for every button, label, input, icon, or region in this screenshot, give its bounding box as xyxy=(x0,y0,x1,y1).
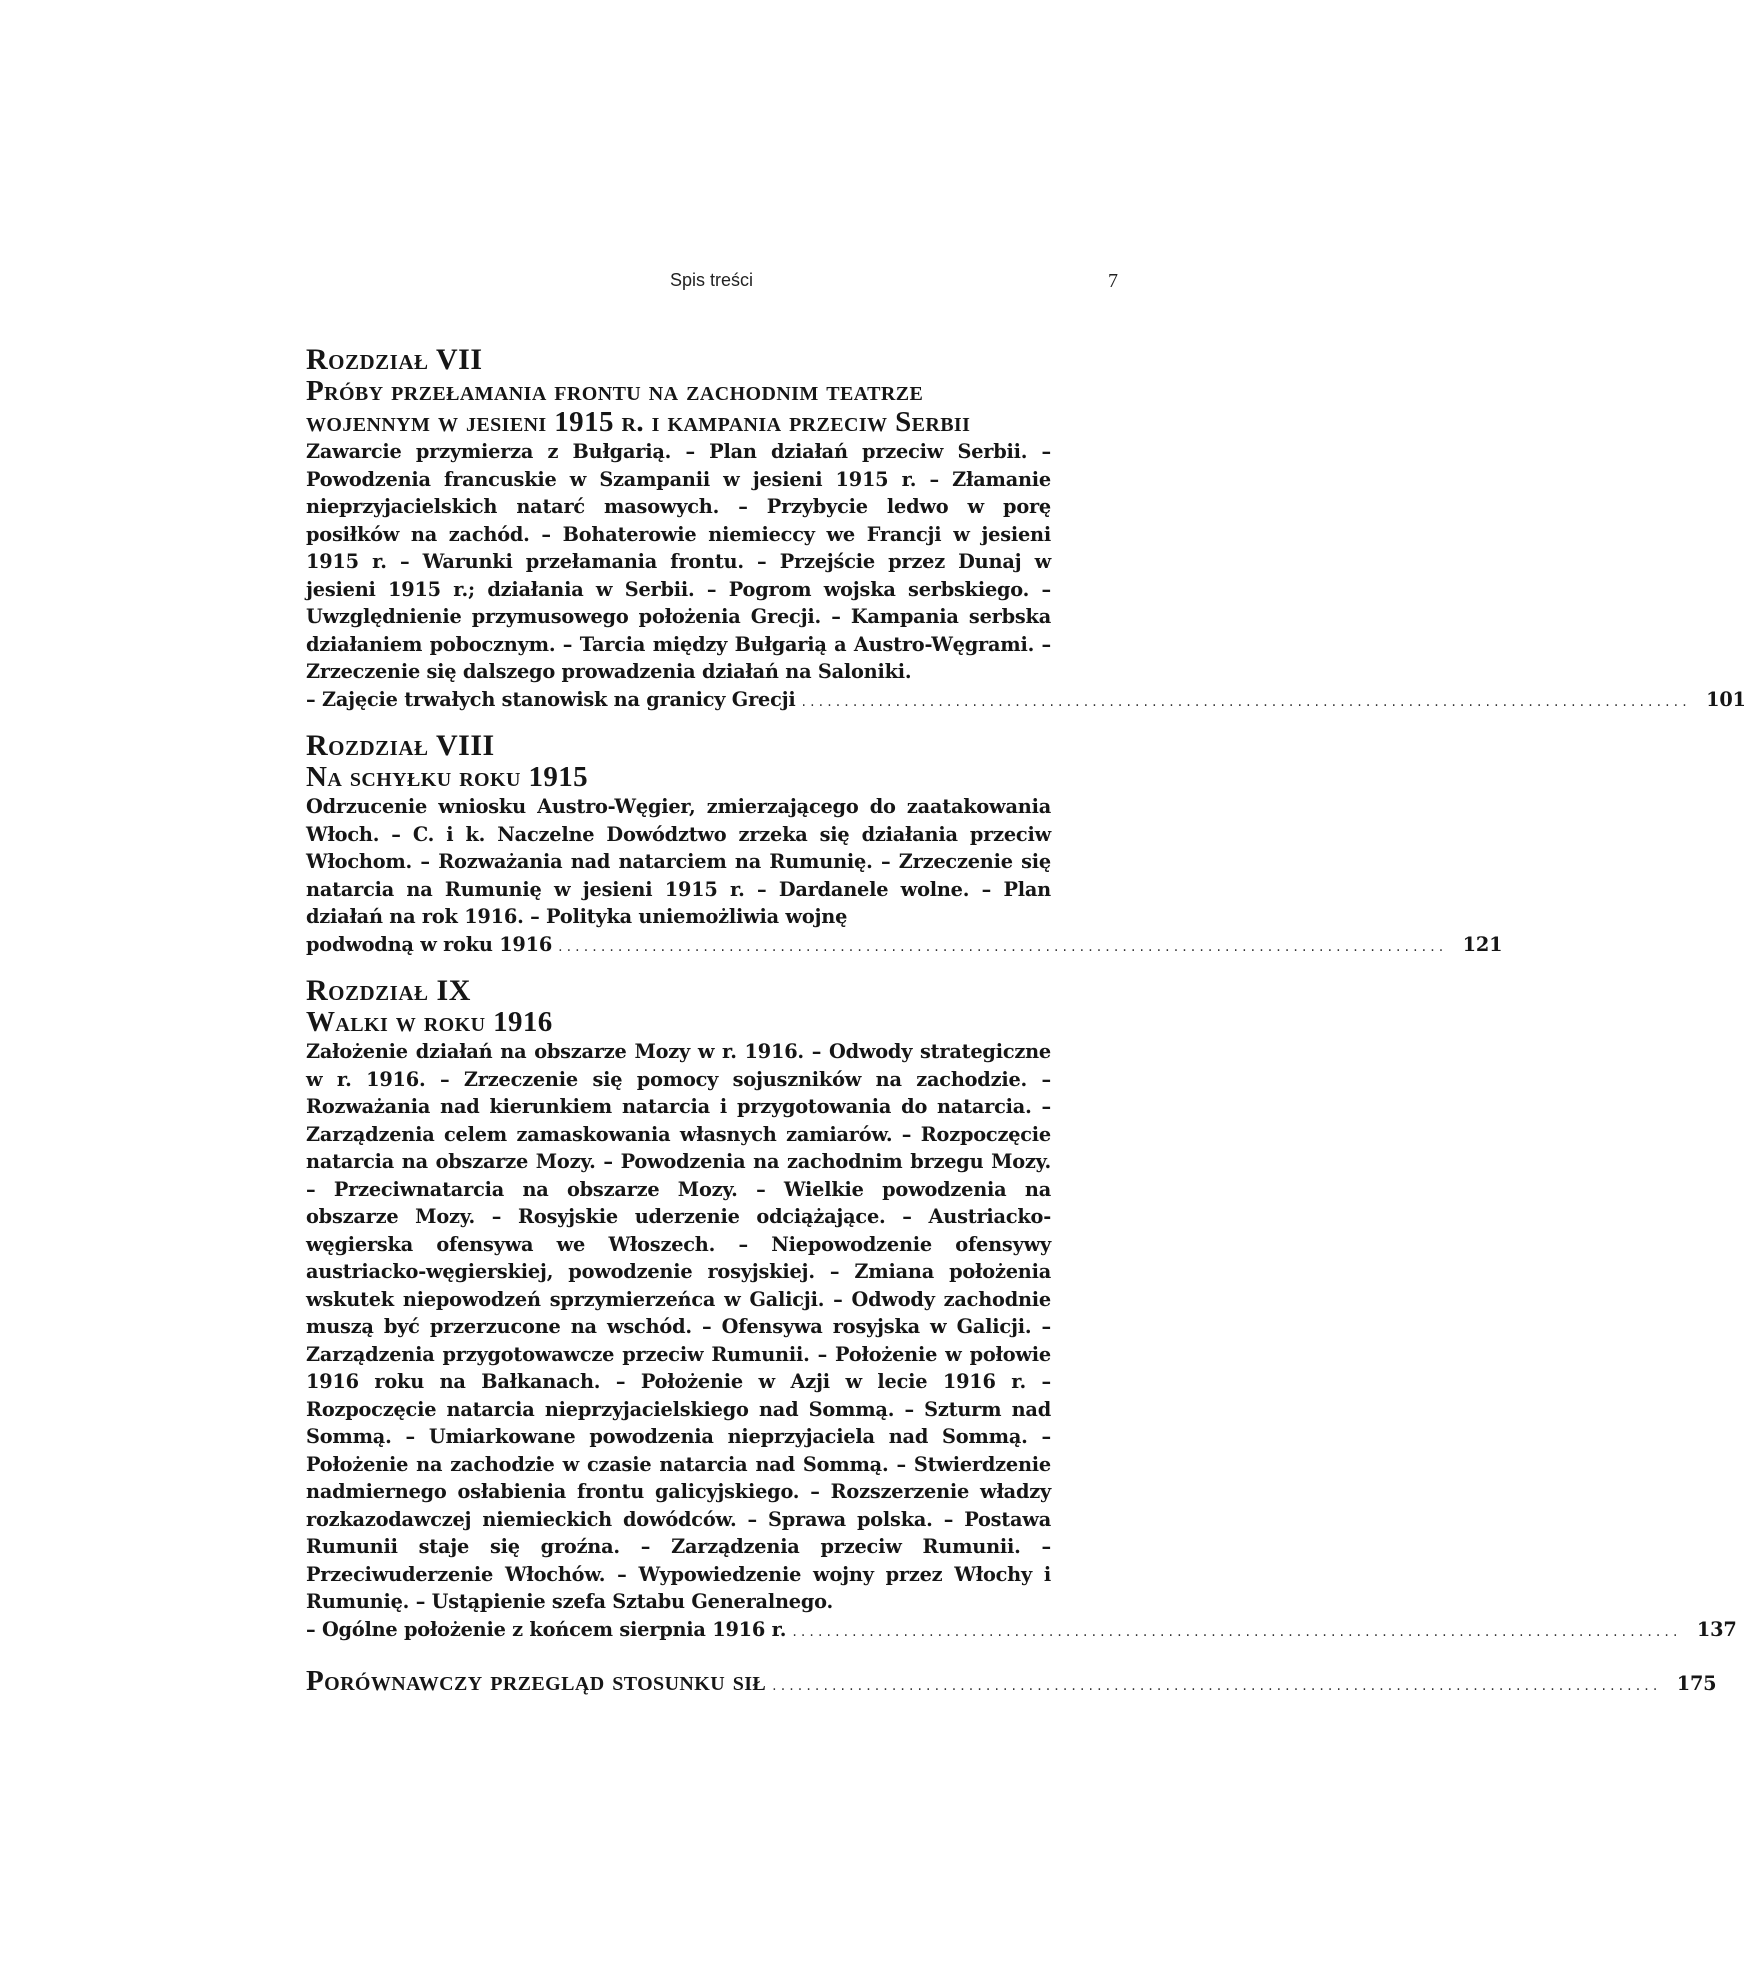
chapter-title: Na schyłku roku 1915 xyxy=(306,761,589,793)
chapter-title: Próby przełamania frontu na zachodnim teatrze wojennym w jesieni 1915 r. i kampania przeciw Serbii xyxy=(306,375,971,438)
chapter-summary: Odrzucenie wniosku Austro-Węgier, zmierzającego do zaatakowania Włoch. – C. i k. Naczelne Dowództwo zrzeka się działania przeciw Włochom. – Rozważania nad natarciem na Rumunię. – Zrzeczenie się natarcia na Rumunię w jesieni 1915 r. – Dardanele wolne. – Plan działań na rok 1916. – Polityka uniemożliwia wojnę xyxy=(306,795,1051,928)
dot-leader: ........................................................................................................ xyxy=(801,693,1691,710)
summary-last-line-text: – Zajęcie trwałych stanowisk na granicy Grecji xyxy=(306,687,796,711)
page-number: 7 xyxy=(1108,270,1118,292)
chapter-summary: Założenie działań na obszarze Mozy w r. 1916. – Odwody strategiczne w r. 1916. – Zrzeczenie się pomocy sojuszników na zachodzie. – Rozważania nad kierunkiem natarcia i przygotowania do natarcia. – Zarządzenia celem zamaskowania własnych zamiarów. – Rozpoczęcie natarcia na obszarze Mozy. – Powodzenia na zachodnim brzegu Mozy. – Przeciwnatarcia na obszarze Mozy. – Wielkie powodzenia na obszarze Mozy. – Rosyjskie uderzenie odciążające. – Austriacko-węgierska ofensywa we Włoszech. – Niepowodzenie ofensywy austriacko-węgierskiej, powodzenie rosyjskiej. – Zmiana położenia wskutek niepowodzeń sprzymierzeńca w Galicji. – Odwody zachodnie muszą być przerzucone na wschód. – Ofensywa rosyjska w Galicji. – Zarządzenia przygotowawcze przeciw Rumunii. – Położenie w połowie 1916 roku na Bałkanach. – Położenie w Azji w lecie 1916 r. – Rozpoczęcie natarcia nieprzyjacielskiego nad Sommą. – Szturm nad Sommą. – Umiarkowane powodzenia nieprzyjaciela nad Sommą. – Położenie na zachodzie w czasie natarcia nad Sommą. – Stwierdzenie nadmiernego osłabienia frontu galicyjskiego. – Rozszerzenie władzy rozkazodawczej niemieckich dowódców. – Sprawa polska. – Postawa Rumunii staje się groźna. – Zarządzenia przeciw Rumunii. – Przeciwuderzenie Włochów. – Wypowiedzenie wojny przez Włochy i Rumunię. – Ustąpienie szefa Sztabu Generalnego. xyxy=(306,1040,1051,1613)
dot-leader: ........................................................................................................ xyxy=(772,1678,1662,1694)
page-reference: 121 xyxy=(1462,932,1503,956)
chapter-label: Rozdział VIII xyxy=(306,729,495,762)
table-of-contents xyxy=(306,343,1746,1701)
toc-entry-chapter-7 xyxy=(306,343,1746,716)
running-head-title: Spis treści xyxy=(670,270,754,290)
toc-entry-chapter-9 xyxy=(306,974,1737,1646)
final-entry-title: Porównawczy przegląd stosunku sił xyxy=(306,1665,767,1697)
dot-leader: ........................................................................................................ xyxy=(558,938,1448,955)
chapter-summary: Zawarcie przymierza z Bułgarią. – Plan działań przeciw Serbii. – Powodzenia francuskie w Szampanii w jesieni 1915 r. – Złamanie nieprzyjacielskich natarć masowych. – Przybycie ledwo w porę posiłków na zachód. – Bohaterowie niemieccy we Francji w jesieni 1915 r. – Warunki przełamania frontu. – Przejście przez Dunaj w jesieni 1915 r.; działania w Serbii. – Pogrom wojska serbskiego. – Uwzględnienie przymusowego położenia Grecji. – Kampania serbska działaniem pobocznym. – Tarcia między Bułgarią a Austro-Węgrami. – Zrzeczenie się dalszego prowadzenia działań na Saloniki. xyxy=(306,440,1051,683)
toc-entry-force-comparison xyxy=(306,1665,1717,1701)
page-reference: 101 xyxy=(1706,687,1746,711)
summary-last-line xyxy=(306,931,1503,962)
summary-last-line xyxy=(306,1616,1737,1647)
chapter-label: Rozdział IX xyxy=(306,974,471,1007)
toc-entry-chapter-8 xyxy=(306,729,1503,961)
chapter-label: Rozdział VII xyxy=(306,343,483,376)
summary-last-line-text: – Ogólne położenie z końcem sierpnia 1916 r. xyxy=(306,1617,787,1641)
summary-last-line-text: podwodną w roku 1916 xyxy=(306,932,553,956)
final-entry-line xyxy=(306,1665,1717,1701)
page-reference: 137 xyxy=(1696,1617,1737,1641)
summary-last-line xyxy=(306,686,1746,717)
dot-leader: ........................................................................................................ xyxy=(792,1623,1682,1640)
chapter-title: Walki w roku 1916 xyxy=(306,1006,553,1038)
page-reference: 175 xyxy=(1676,1672,1717,1695)
